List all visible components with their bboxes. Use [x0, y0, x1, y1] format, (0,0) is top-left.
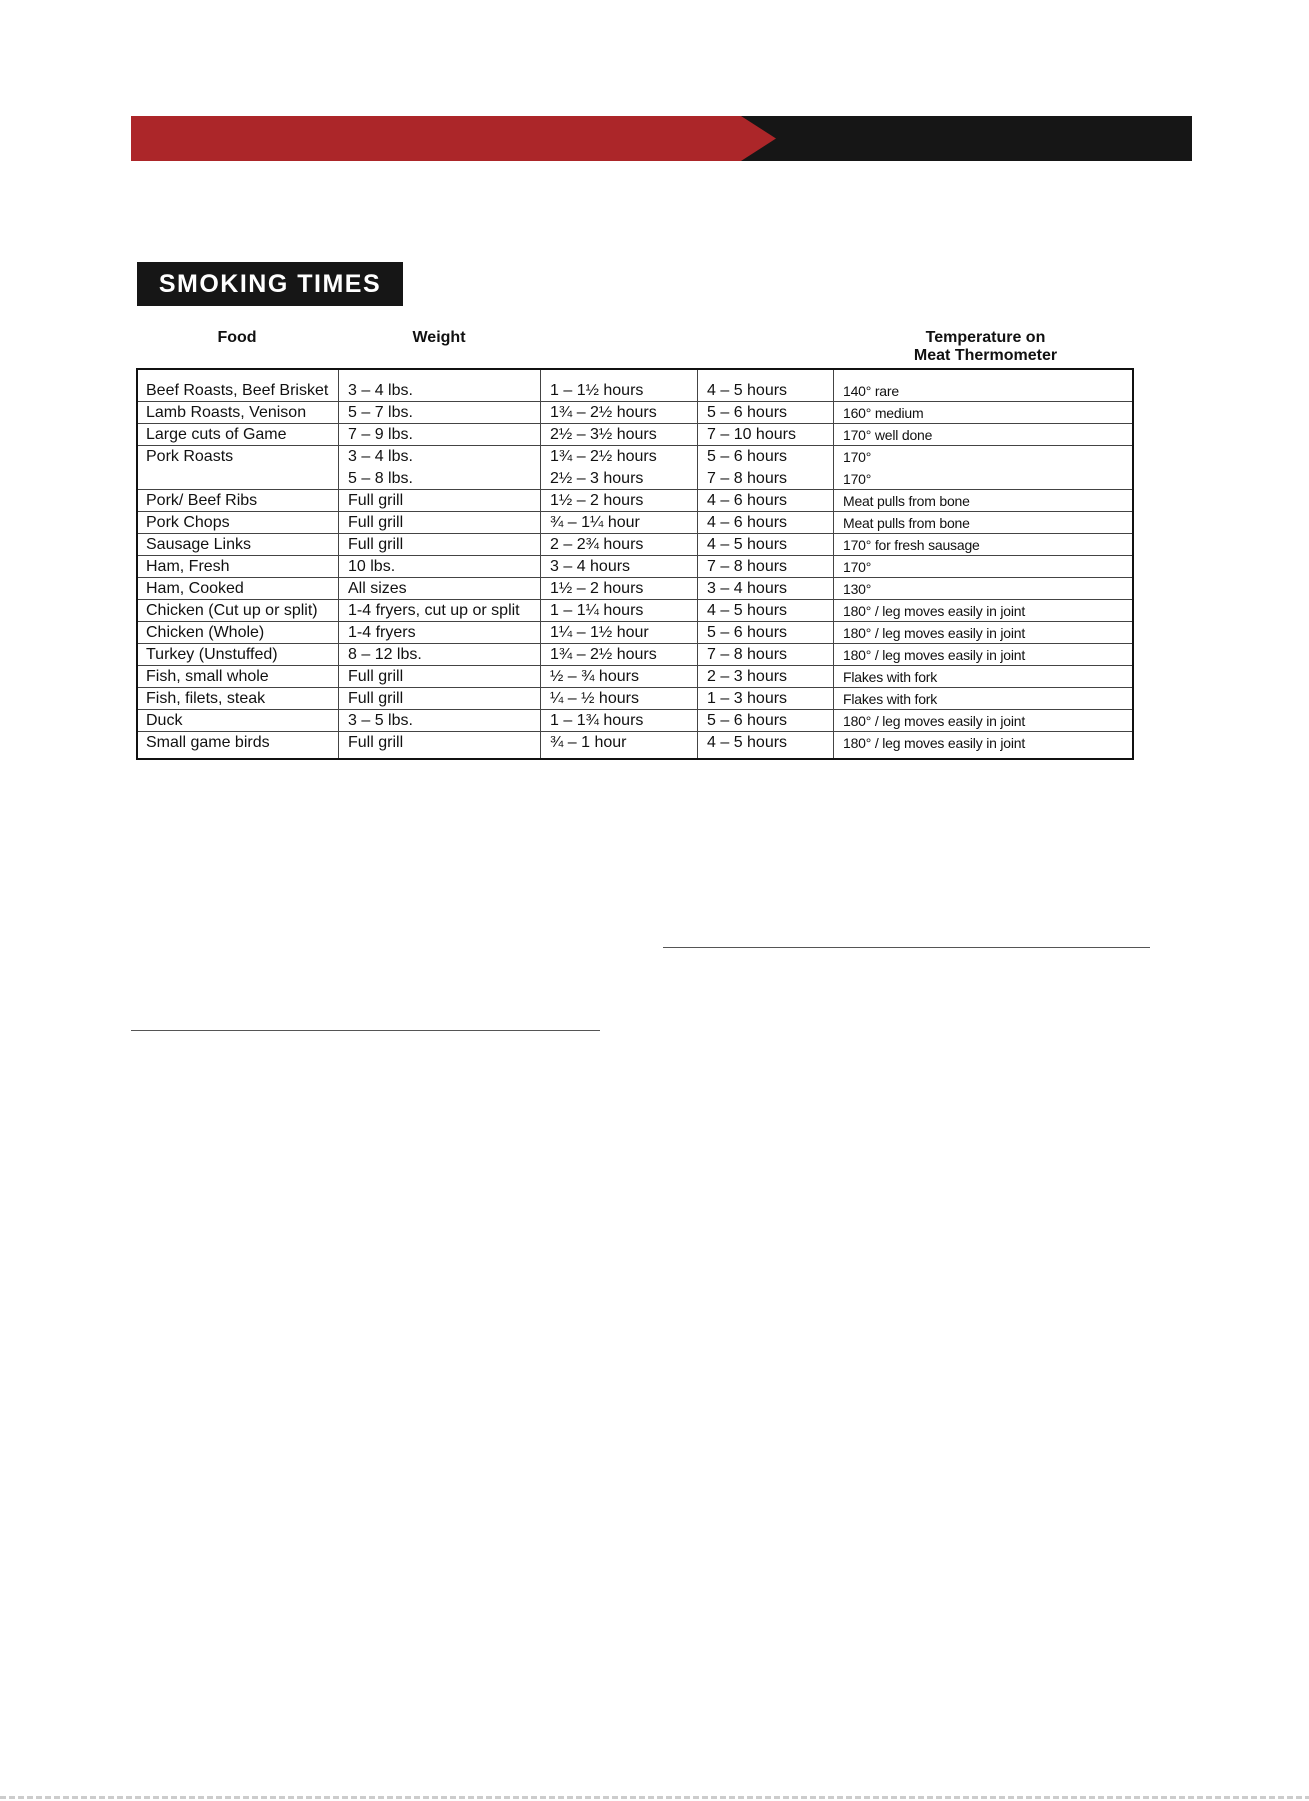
- food-cell: Pork/ Beef Ribs: [146, 492, 258, 509]
- header-banner: [131, 116, 1192, 161]
- temperature-cell: Meat pulls from bone: [843, 493, 970, 509]
- time-cell-2: 7 – 10 hours: [707, 426, 796, 443]
- food-cell: Turkey (Unstuffed): [146, 646, 278, 663]
- time-cell-2: 7 – 8 hours: [707, 558, 788, 575]
- banner-red-arrow: [131, 116, 776, 161]
- time-cell-2: 7 – 8 hours: [707, 470, 788, 487]
- weight-cell: Full grill: [348, 668, 404, 685]
- food-cell: Pork Chops: [146, 514, 230, 531]
- time-cell-2: 1 – 3 hours: [707, 690, 788, 707]
- header-temperature-line1: Temperature on: [925, 329, 1046, 346]
- weight-cell: 3 – 5 lbs.: [348, 712, 413, 729]
- food-cell: Ham, Cooked: [146, 580, 244, 597]
- time-cell-2: 4 – 6 hours: [707, 492, 788, 509]
- weight-cell: 1-4 fryers, cut up or split: [348, 602, 520, 619]
- temperature-cell: 170° well done: [843, 427, 933, 443]
- temperature-cell: 180° / leg moves easily in joint: [843, 713, 1026, 729]
- table-row: [138, 643, 1132, 666]
- table-row: [138, 687, 1132, 710]
- table-row: [138, 599, 1132, 622]
- food-cell: Fish, small whole: [146, 668, 269, 685]
- table-row: [138, 489, 1132, 512]
- time-cell-1: ¾ – 1 hour: [550, 734, 627, 751]
- time-cell-1: 1 – 1¾ hours: [550, 712, 644, 729]
- time-cell-2: 4 – 5 hours: [707, 382, 788, 399]
- time-cell-2: 4 – 5 hours: [707, 536, 788, 553]
- time-cell-1: 1¾ – 2½ hours: [550, 404, 657, 421]
- time-cell-2: 7 – 8 hours: [707, 646, 788, 663]
- food-cell: Pork Roasts: [146, 448, 234, 465]
- time-cell-1: 2 – 2¾ hours: [550, 536, 644, 553]
- table-row: [138, 533, 1132, 556]
- weight-cell: Full grill: [348, 492, 404, 509]
- time-cell-2: 4 – 5 hours: [707, 602, 788, 619]
- time-cell-2: 5 – 6 hours: [707, 404, 788, 421]
- weight-cell: Full grill: [348, 734, 404, 751]
- table-row: [138, 709, 1132, 732]
- temperature-cell: 170°: [843, 471, 872, 487]
- weight-cell: 10 lbs.: [348, 558, 396, 575]
- header-temperature: [837, 329, 1134, 365]
- divider-line: [131, 1030, 600, 1031]
- time-cell-2: 5 – 6 hours: [707, 712, 788, 729]
- table-row: [138, 380, 1132, 402]
- food-cell: Large cuts of Game: [146, 426, 287, 443]
- temperature-cell: Meat pulls from bone: [843, 515, 970, 531]
- time-cell-1: 1½ – 2 hours: [550, 492, 644, 509]
- time-cell-1: ¼ – ½ hours: [550, 690, 639, 707]
- food-cell: Sausage Links: [146, 536, 251, 553]
- food-cell: Chicken (Cut up or split): [146, 602, 318, 619]
- time-cell-1: 1 – 1½ hours: [550, 382, 644, 399]
- temperature-cell: 170°: [843, 449, 872, 465]
- table-row: [138, 445, 1132, 468]
- time-cell-1: ½ – ¾ hours: [550, 668, 639, 685]
- temperature-cell: 140° rare: [843, 383, 899, 399]
- time-cell-2: 2 – 3 hours: [707, 668, 788, 685]
- time-cell-1: 1½ – 2 hours: [550, 580, 644, 597]
- scan-edge-strip: [0, 1796, 1309, 1799]
- temperature-cell: 180° / leg moves easily in joint: [843, 625, 1026, 641]
- time-cell-1: 2½ – 3 hours: [550, 470, 644, 487]
- table-row: [138, 511, 1132, 534]
- time-cell-2: 5 – 6 hours: [707, 448, 788, 465]
- header-food: Food: [217, 329, 257, 346]
- section-title: SMOKING TIMES: [137, 262, 403, 306]
- time-cell-2: 4 – 6 hours: [707, 514, 788, 531]
- food-cell: Chicken (Whole): [146, 624, 265, 641]
- temperature-cell: 170° for fresh sausage: [843, 537, 980, 553]
- temperature-cell: 180° / leg moves easily in joint: [843, 735, 1026, 751]
- temperature-cell: 180° / leg moves easily in joint: [843, 647, 1026, 663]
- table-row: [138, 731, 1132, 754]
- table-row: [138, 468, 1132, 490]
- table-row: [138, 621, 1132, 644]
- divider-line: [663, 947, 1150, 948]
- smoking-times-table: [136, 368, 1134, 760]
- temperature-cell: 130°: [843, 581, 872, 597]
- temperature-cell: Flakes with fork: [843, 669, 938, 685]
- time-cell-1: 1¾ – 2½ hours: [550, 448, 657, 465]
- time-cell-1: ¾ – 1¼ hour: [550, 514, 640, 531]
- food-cell: Duck: [146, 712, 183, 729]
- header-weight: Weight: [412, 329, 466, 346]
- table-row: [138, 665, 1132, 688]
- time-cell-2: 3 – 4 hours: [707, 580, 788, 597]
- time-cell-1: 1 – 1¼ hours: [550, 602, 644, 619]
- weight-cell: All sizes: [348, 580, 407, 597]
- time-cell-1: 1¼ – 1½ hour: [550, 624, 649, 641]
- weight-cell: 5 – 8 lbs.: [348, 470, 413, 487]
- time-cell-2: 5 – 6 hours: [707, 624, 788, 641]
- table-row: [138, 577, 1132, 600]
- food-cell: [138, 468, 340, 490]
- temperature-cell: 160° medium: [843, 405, 924, 421]
- table-row: [138, 423, 1132, 446]
- weight-cell: 7 – 9 lbs.: [348, 426, 413, 443]
- weight-cell: 8 – 12 lbs.: [348, 646, 422, 663]
- time-cell-1: 2½ – 3½ hours: [550, 426, 657, 443]
- time-cell-2: 4 – 5 hours: [707, 734, 788, 751]
- time-cell-1: 1¾ – 2½ hours: [550, 646, 657, 663]
- weight-cell: 3 – 4 lbs.: [348, 448, 413, 465]
- temperature-cell: 170°: [843, 559, 872, 575]
- temperature-cell: Flakes with fork: [843, 691, 938, 707]
- header-temperature-line2: Meat Thermometer: [913, 347, 1058, 364]
- food-cell: Fish, filets, steak: [146, 690, 266, 707]
- weight-cell: 5 – 7 lbs.: [348, 404, 413, 421]
- weight-cell: Full grill: [348, 536, 404, 553]
- food-cell: Ham, Fresh: [146, 558, 230, 575]
- temperature-cell: 180° / leg moves easily in joint: [843, 603, 1026, 619]
- weight-cell: Full grill: [348, 690, 404, 707]
- weight-cell: 1-4 fryers: [348, 624, 416, 641]
- food-cell: Lamb Roasts, Venison: [146, 404, 307, 421]
- weight-cell: 3 – 4 lbs.: [348, 382, 413, 399]
- food-cell: Small game birds: [146, 734, 270, 751]
- table-row: [138, 555, 1132, 578]
- weight-cell: Full grill: [348, 514, 404, 531]
- time-cell-1: 3 – 4 hours: [550, 558, 631, 575]
- table-row: [138, 401, 1132, 424]
- food-cell: Beef Roasts, Beef Brisket: [146, 382, 329, 399]
